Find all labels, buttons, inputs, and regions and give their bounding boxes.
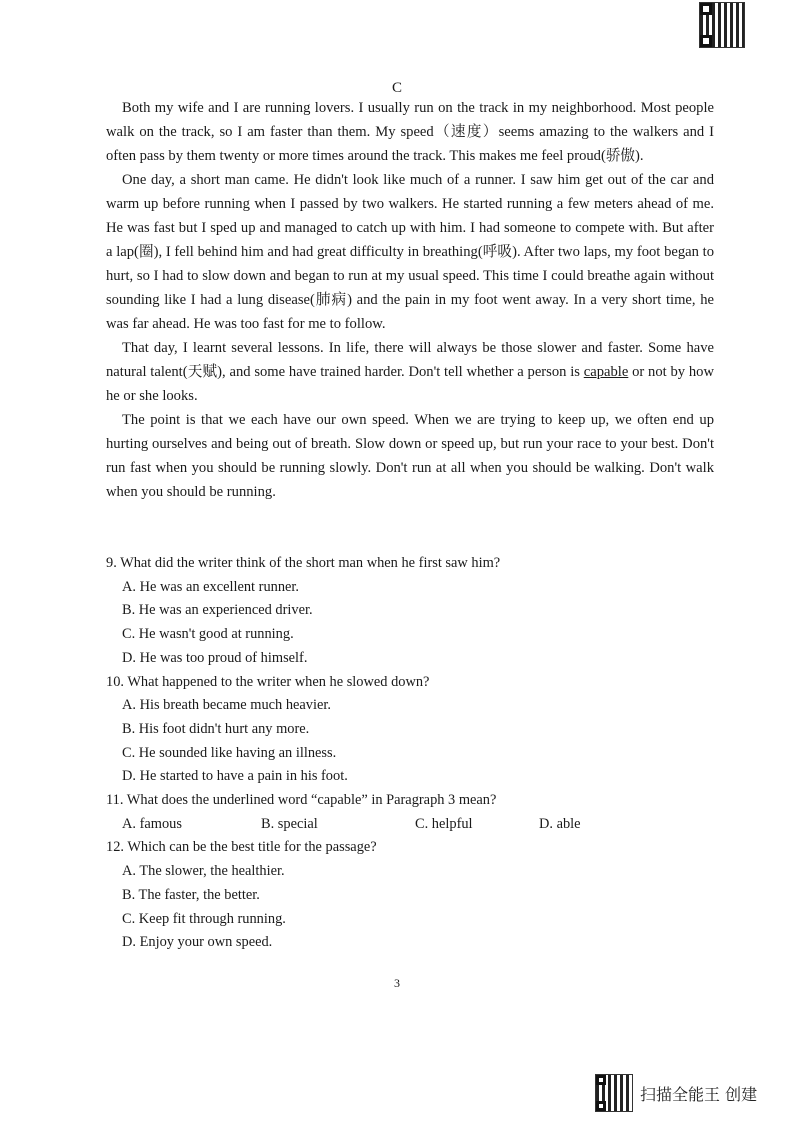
question-9 bbox=[106, 552, 726, 671]
reading-passage bbox=[106, 96, 714, 504]
question-stem: 9. What did the writer think of the short man when he first saw him? bbox=[106, 555, 501, 571]
paragraph-3-after: or not by how he or she looks. bbox=[106, 364, 714, 404]
paragraph-4: The point is that we each have our own speed. When we are trying to keep up, we often end up hurting ourselves and being out of breath. Slow down or speed up, but run your race to your best. Don't run fast when you should be running slowly. Don't run at all when you should be walking. Don't walk when you should be running. bbox=[106, 412, 714, 500]
option-b: B. special bbox=[261, 815, 318, 832]
section-letter: C bbox=[391, 80, 402, 96]
paragraph-2: One day, a short man came. He didn't look like much of a runner. I saw him get out of the car and warm up before running when I passed by two walkers. He started running a few meters ahead of me. He was fast but I sped up and managed to catch up with him. I had someone to compete with. But after a lap(圈), I fell behind him and had great difficulty in breathing(呼吸). After two laps, my foot began to hurt, so I had to slow down and began to run at my usual speed. This time I could breathe again without sounding like I had a lung disease(肺病) and the pain in my foot went away. In a very short time, he was far ahead. He was too fast for me to follow. bbox=[106, 172, 714, 332]
question-stem: 10. What happened to the writer when he slowed down? bbox=[106, 673, 430, 690]
option-b: B. He was an experienced driver. bbox=[122, 602, 313, 619]
option-d: D. Enjoy your own speed. bbox=[122, 934, 273, 951]
option-a: A. His breath became much heavier. bbox=[122, 697, 331, 714]
questions-section bbox=[106, 552, 726, 955]
option-c: C. He wasn't good at running. bbox=[122, 626, 294, 643]
paragraph-3-before: That day, I learnt several lessons. In life, there will always be those slower and faster. Some have natural talent(天赋), and some have trained harder. Don't tell whether a person is bbox=[106, 340, 714, 380]
option-c: C. Keep fit through running. bbox=[122, 910, 286, 927]
option-d: D. He started to have a pain in his foot. bbox=[122, 768, 348, 785]
option-a: A. He was an excellent runner. bbox=[122, 578, 300, 595]
question-11 bbox=[106, 789, 726, 836]
option-d: D. He was too proud of himself. bbox=[122, 649, 308, 666]
option-a: A. The slower, the healthier. bbox=[122, 863, 285, 880]
option-b: B. The faster, the better. bbox=[122, 886, 260, 903]
option-row bbox=[122, 813, 726, 837]
option-a: A. famous bbox=[122, 815, 182, 832]
question-12 bbox=[106, 836, 726, 955]
option-b: B. His foot didn't hurt any more. bbox=[122, 720, 310, 737]
question-stem: 11. What does the underlined word “capable” in Paragraph 3 mean? bbox=[106, 792, 497, 809]
option-d: D. able bbox=[539, 815, 581, 832]
qr-code-icon bbox=[596, 1075, 632, 1111]
scanner-watermark: 扫描全能王 创建 bbox=[640, 1085, 758, 1104]
question-10 bbox=[106, 671, 726, 790]
paragraph-1: Both my wife and I are running lovers. I usually run on the track in my neighborhood. Most people walk on the track, so I am faster than them. My speed（速度）seems amazing to the walkers and I often pass by them twenty or more times around the track. This makes me feel proud(骄傲). bbox=[106, 100, 714, 164]
page-number: 3 bbox=[394, 976, 400, 990]
qr-code-icon bbox=[700, 3, 744, 47]
option-c: C. He sounded like having an illness. bbox=[122, 744, 337, 761]
underlined-word: capable bbox=[583, 364, 629, 380]
option-c: C. helpful bbox=[415, 815, 473, 832]
question-stem: 12. Which can be the best title for the passage? bbox=[106, 839, 377, 856]
paragraph-3 bbox=[106, 336, 714, 408]
